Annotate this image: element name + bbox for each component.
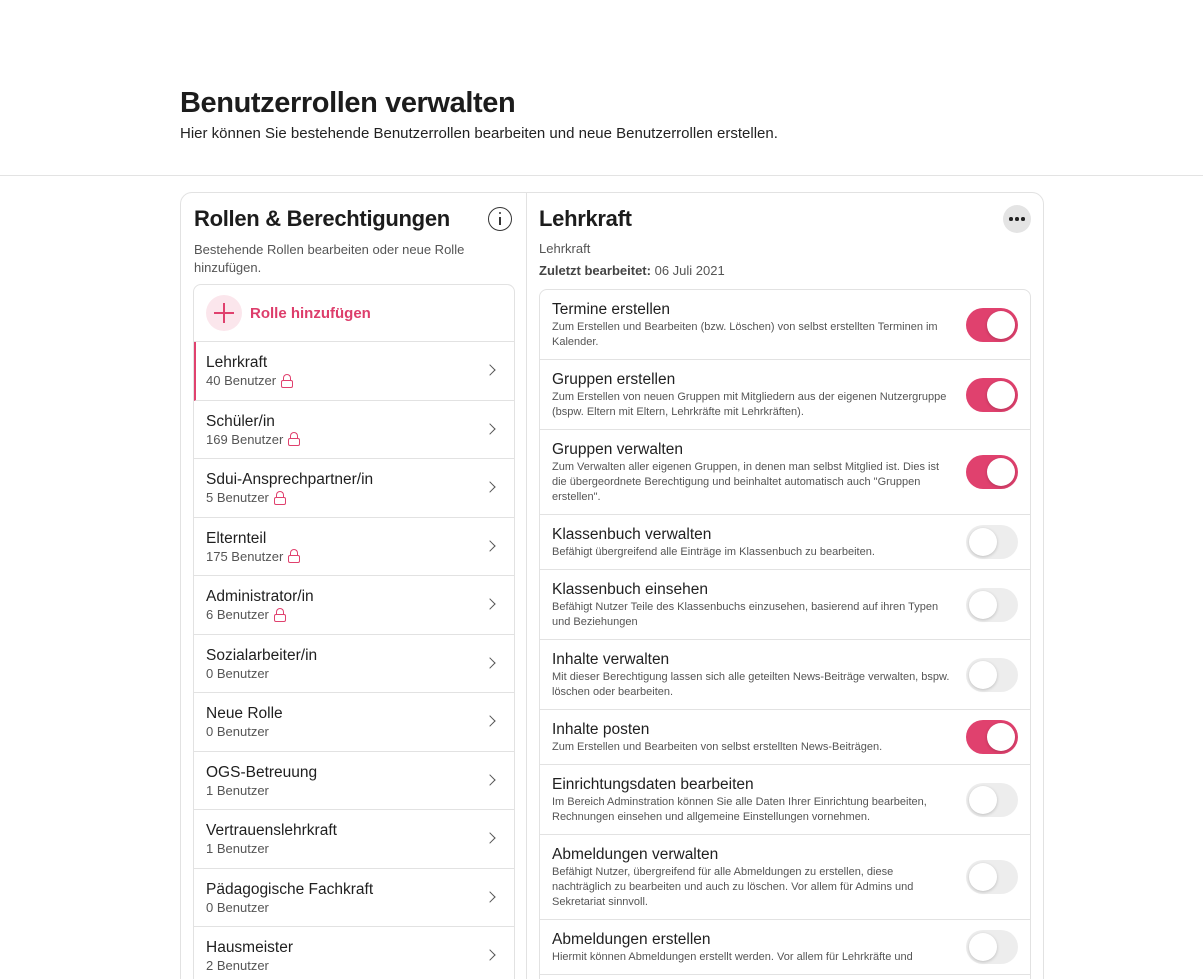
role-user-count-text: 1 Benutzer	[206, 782, 269, 798]
role-user-count-text: 5 Benutzer	[206, 490, 269, 505]
permission-title: Klassenbuch einsehen	[552, 581, 708, 598]
permission-title: Termine erstellen	[552, 301, 671, 318]
role-name: Sozialarbeiter/in	[206, 646, 318, 664]
role-user-count-text: 0 Benutzer	[206, 665, 269, 681]
role-user-count	[206, 957, 514, 974]
permission-title: Klassenbuch verwalten	[552, 526, 712, 543]
permission-item	[540, 920, 1030, 975]
permission-toggle[interactable]	[966, 860, 1018, 894]
permissions-list	[539, 289, 1031, 979]
permission-toggle[interactable]	[966, 525, 1018, 559]
role-name: Schüler/in	[206, 412, 275, 430]
role-user-count	[206, 372, 514, 389]
role-name: Administrator/in	[206, 588, 314, 605]
permission-toggle[interactable]	[966, 930, 1018, 964]
role-user-count-text: 6 Benutzer	[206, 607, 269, 622]
permission-items	[540, 290, 1030, 975]
permission-item	[540, 640, 1030, 710]
permission-description: Hiermit können Abmeldungen erstellt werden. Vor allem für Lehrkräfte und	[552, 951, 913, 963]
roles-card	[180, 192, 1044, 979]
role-user-count	[206, 548, 514, 565]
role-item[interactable]	[194, 459, 514, 518]
role-name: Elternteil	[206, 529, 267, 547]
permission-title: Gruppen verwalten	[552, 441, 683, 458]
last-edited-date: 06 Juli 2021	[654, 263, 725, 278]
role-item[interactable]	[194, 810, 514, 869]
role-item[interactable]	[194, 635, 514, 694]
role-user-count	[206, 431, 514, 448]
role-user-count-text: 40 Benutzer	[206, 373, 277, 388]
role-name: Lehrkraft	[206, 354, 268, 371]
role-name: Vertrauenslehrkraft	[206, 822, 337, 839]
role-user-count	[206, 782, 514, 799]
permission-item	[540, 515, 1030, 570]
role-detail-title: Lehrkraft	[539, 206, 632, 231]
lock-icon	[274, 491, 286, 505]
role-user-count	[206, 723, 514, 740]
role-user-count-text: 2 Benutzer	[206, 958, 269, 973]
permission-item	[540, 570, 1030, 640]
role-item[interactable]	[194, 693, 514, 752]
role-item[interactable]	[194, 576, 514, 635]
role-item[interactable]	[194, 752, 514, 811]
permission-toggle[interactable]	[966, 308, 1018, 342]
lock-icon	[288, 432, 300, 446]
permission-toggle[interactable]	[966, 783, 1018, 817]
role-name: Sdui-Ansprechpartner/in	[206, 471, 374, 488]
header-divider	[0, 175, 1203, 176]
page-header	[180, 86, 1080, 144]
permission-item	[540, 430, 1030, 515]
permission-title: Einrichtungsdaten bearbeiten	[552, 776, 754, 793]
page-title: Benutzerrollen verwalten	[180, 87, 516, 119]
role-items	[194, 342, 514, 979]
roles-panel	[181, 193, 527, 979]
permission-toggle[interactable]	[966, 455, 1018, 489]
permission-description: Im Bereich Adminstration können Sie alle Daten Ihrer Einrichtung bearbeiten, Rechnungen einsehen und allgemeine Einstellungen vornehmen.	[552, 796, 927, 823]
role-name: OGS-Betreuung	[206, 763, 318, 781]
permission-title: Inhalte verwalten	[552, 651, 670, 668]
page-subtitle: Hier können Sie bestehende Benutzerrollen bearbeiten und neue Benutzerrollen erstellen.	[180, 125, 778, 142]
plus-icon	[206, 295, 242, 331]
role-user-count-text: 0 Benutzer	[206, 899, 269, 915]
permission-toggle[interactable]	[966, 378, 1018, 412]
permission-toggle[interactable]	[966, 720, 1018, 754]
role-user-count	[206, 840, 514, 857]
role-item[interactable]	[194, 927, 514, 979]
permission-description: Befähigt übergreifend alle Einträge im Klassenbuch zu bearbeiten.	[552, 546, 875, 558]
permission-title: Abmeldungen verwalten	[552, 846, 719, 863]
permission-title: Gruppen erstellen	[552, 371, 676, 388]
permission-item	[540, 765, 1030, 835]
info-icon[interactable]	[488, 207, 512, 231]
permission-description: Zum Verwalten aller eigenen Gruppen, in denen man selbst Mitglied ist. Dies ist die übergeordnete Berechtigung und beinhaltet automatisch auch "Gruppen erstellen".	[552, 461, 940, 503]
role-user-count	[206, 489, 514, 506]
role-user-count	[206, 899, 514, 916]
role-item[interactable]	[194, 342, 514, 401]
role-name: Pädagogische Fachkraft	[206, 880, 374, 898]
add-role-label: Rolle hinzufügen	[250, 304, 371, 322]
role-user-count-text: 0 Benutzer	[206, 724, 269, 739]
add-role-button[interactable]	[194, 285, 514, 342]
permission-item	[540, 360, 1030, 430]
permission-description: Zum Erstellen und Bearbeiten (bzw. Löschen) von selbst erstellten Terminen im Kalender.	[552, 321, 938, 348]
permission-description: Mit dieser Berechtigung lassen sich alle geteilten News-Beiträge verwalten, bspw. löschen oder bearbeiten.	[552, 671, 950, 698]
role-item[interactable]	[194, 401, 514, 460]
permission-toggle[interactable]	[966, 588, 1018, 622]
more-dot-icon	[1009, 217, 1013, 221]
role-user-count-text: 175 Benutzer	[206, 548, 284, 564]
permission-toggle[interactable]	[966, 658, 1018, 692]
more-options-button[interactable]	[1003, 205, 1031, 233]
permission-description: Befähigt Nutzer Teile des Klassenbuchs einzusehen, basierend auf ihren Typen und Beziehungen	[552, 601, 939, 628]
role-detail-panel	[527, 193, 1043, 979]
role-user-count	[206, 665, 514, 682]
role-name: Neue Rolle	[206, 705, 283, 722]
more-dot-icon	[1021, 217, 1025, 221]
more-dot-icon	[1015, 217, 1019, 221]
roles-panel-description: Bestehende Rollen bearbeiten oder neue Rolle hinzufügen.	[194, 242, 465, 275]
permission-item	[540, 710, 1030, 765]
lock-icon	[274, 608, 286, 622]
last-edited	[539, 263, 725, 278]
role-item[interactable]	[194, 518, 514, 577]
permission-item	[540, 835, 1030, 920]
permission-description: Zum Erstellen und Bearbeiten von selbst erstellten News-Beiträgen.	[552, 741, 883, 753]
permission-title: Abmeldungen erstellen	[552, 931, 711, 948]
permission-title: Inhalte posten	[552, 721, 650, 738]
last-edited-label: Zuletzt bearbeitet:	[539, 263, 651, 278]
roles-list	[193, 284, 515, 979]
role-item[interactable]	[194, 869, 514, 928]
permission-item	[540, 290, 1030, 360]
permission-description: Befähigt Nutzer, übergreifend für alle Abmeldungen zu erstellen, diese nachträglich zu bearbeiten und auch zu löschen. Vor allem für Admins und Sekretariat sinnvoll.	[552, 866, 914, 908]
role-detail-subtitle: Lehrkraft	[539, 241, 591, 256]
permission-description: Zum Erstellen von neuen Gruppen mit Mitgliedern aus der eigenen Nutzergruppe (bspw. Eltern mit Eltern, Lehrkräfte mit Lehrkräften).	[552, 391, 947, 418]
role-user-count	[206, 606, 514, 623]
role-user-count-text: 169 Benutzer	[206, 431, 284, 447]
lock-icon	[288, 549, 300, 563]
role-name: Hausmeister	[206, 939, 293, 956]
lock-icon	[281, 374, 293, 388]
role-user-count-text: 1 Benutzer	[206, 841, 269, 856]
roles-panel-title: Rollen & Berechtigungen	[194, 206, 450, 231]
